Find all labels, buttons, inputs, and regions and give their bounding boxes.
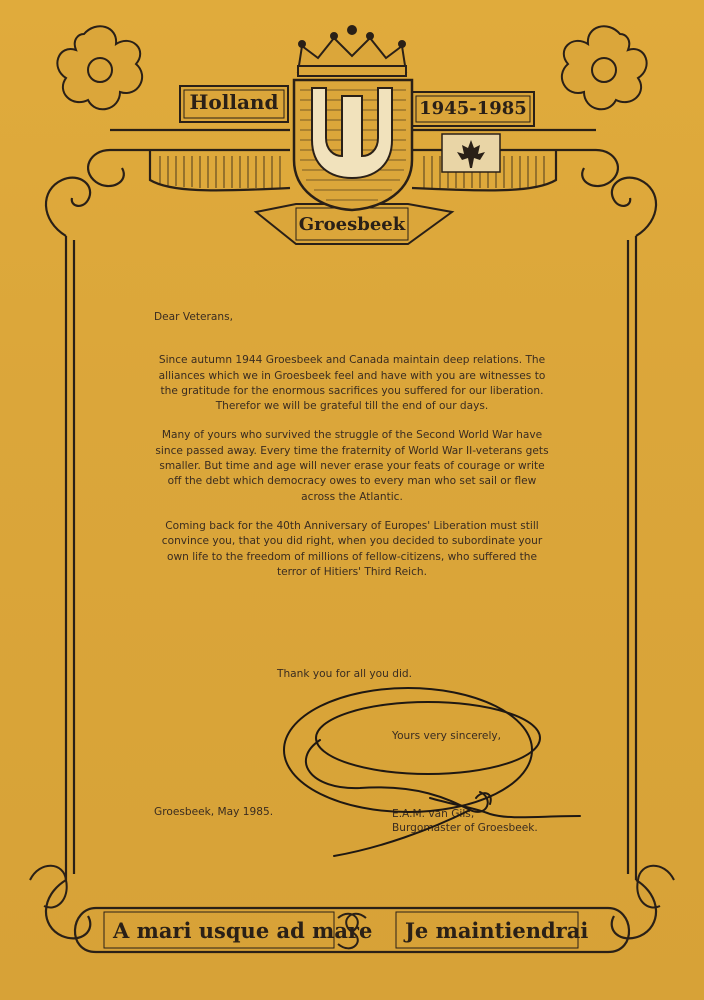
paragraph-line: Since autumn 1944 Groesbeek and Canada maintain deep relations. The bbox=[158, 354, 546, 367]
coat-of-arms-icon bbox=[294, 80, 412, 210]
motto-right: Je maintiendrai bbox=[405, 918, 589, 943]
paragraph-line: own life to the freedom of millions of fellow-citizens, who suffered the bbox=[166, 550, 537, 563]
paragraph-1 bbox=[150, 353, 554, 414]
paragraph-line: convince you, that you did right, when you decided to subordinate your bbox=[161, 535, 543, 548]
banner-groesbeek: Groesbeek bbox=[298, 214, 406, 235]
closing-line: Yours very sincerely, bbox=[392, 730, 502, 742]
thanks-line: Thank you for all you did. bbox=[277, 668, 412, 680]
paragraph-line: terror of Hitiers' Third Reich. bbox=[276, 565, 428, 578]
paragraph-line: smaller. But time and age will never erase your feats of courage or write bbox=[159, 460, 545, 473]
paragraph-line: off the debt which democracy owes to every man who set sail or flew bbox=[167, 475, 537, 488]
signer-name: E.A.M. van Gils, bbox=[392, 808, 475, 820]
paragraph-line: alliances which we in Groesbeek feel and have with you are witnesses to bbox=[158, 369, 546, 382]
paragraph-line: across the Atlantic. bbox=[301, 490, 403, 503]
paragraph-line: Therefor we will be grateful till the end of our days. bbox=[215, 400, 489, 413]
paragraph-line: Coming back for the 40th Anniversary of Europes' Liberation must still bbox=[165, 519, 539, 532]
paragraph-2 bbox=[150, 428, 554, 504]
salutation: Dear Veterans, bbox=[154, 311, 233, 323]
motto-left: A mari usque ad mare bbox=[113, 918, 373, 943]
handwritten-signature bbox=[280, 680, 590, 870]
letter-body bbox=[150, 310, 554, 594]
paragraph-line: since passed away. Every time the fraternity of World War II-veterans gets bbox=[155, 444, 549, 457]
maple-leaf-icon bbox=[442, 134, 500, 172]
signer-title: Burgomaster of Groesbeek. bbox=[392, 822, 538, 834]
banner-years: 1945-1985 bbox=[419, 98, 527, 119]
paragraph-line: Many of yours who survived the struggle of the Second World War have bbox=[161, 429, 543, 442]
place-date: Groesbeek, May 1985. bbox=[154, 806, 274, 818]
banner-holland: Holland bbox=[189, 90, 279, 114]
paragraph-3 bbox=[150, 519, 554, 580]
paragraph-line: the gratitude for the enormous sacrifices you suffered for our liberation. bbox=[160, 384, 544, 397]
crown-icon bbox=[298, 26, 406, 76]
